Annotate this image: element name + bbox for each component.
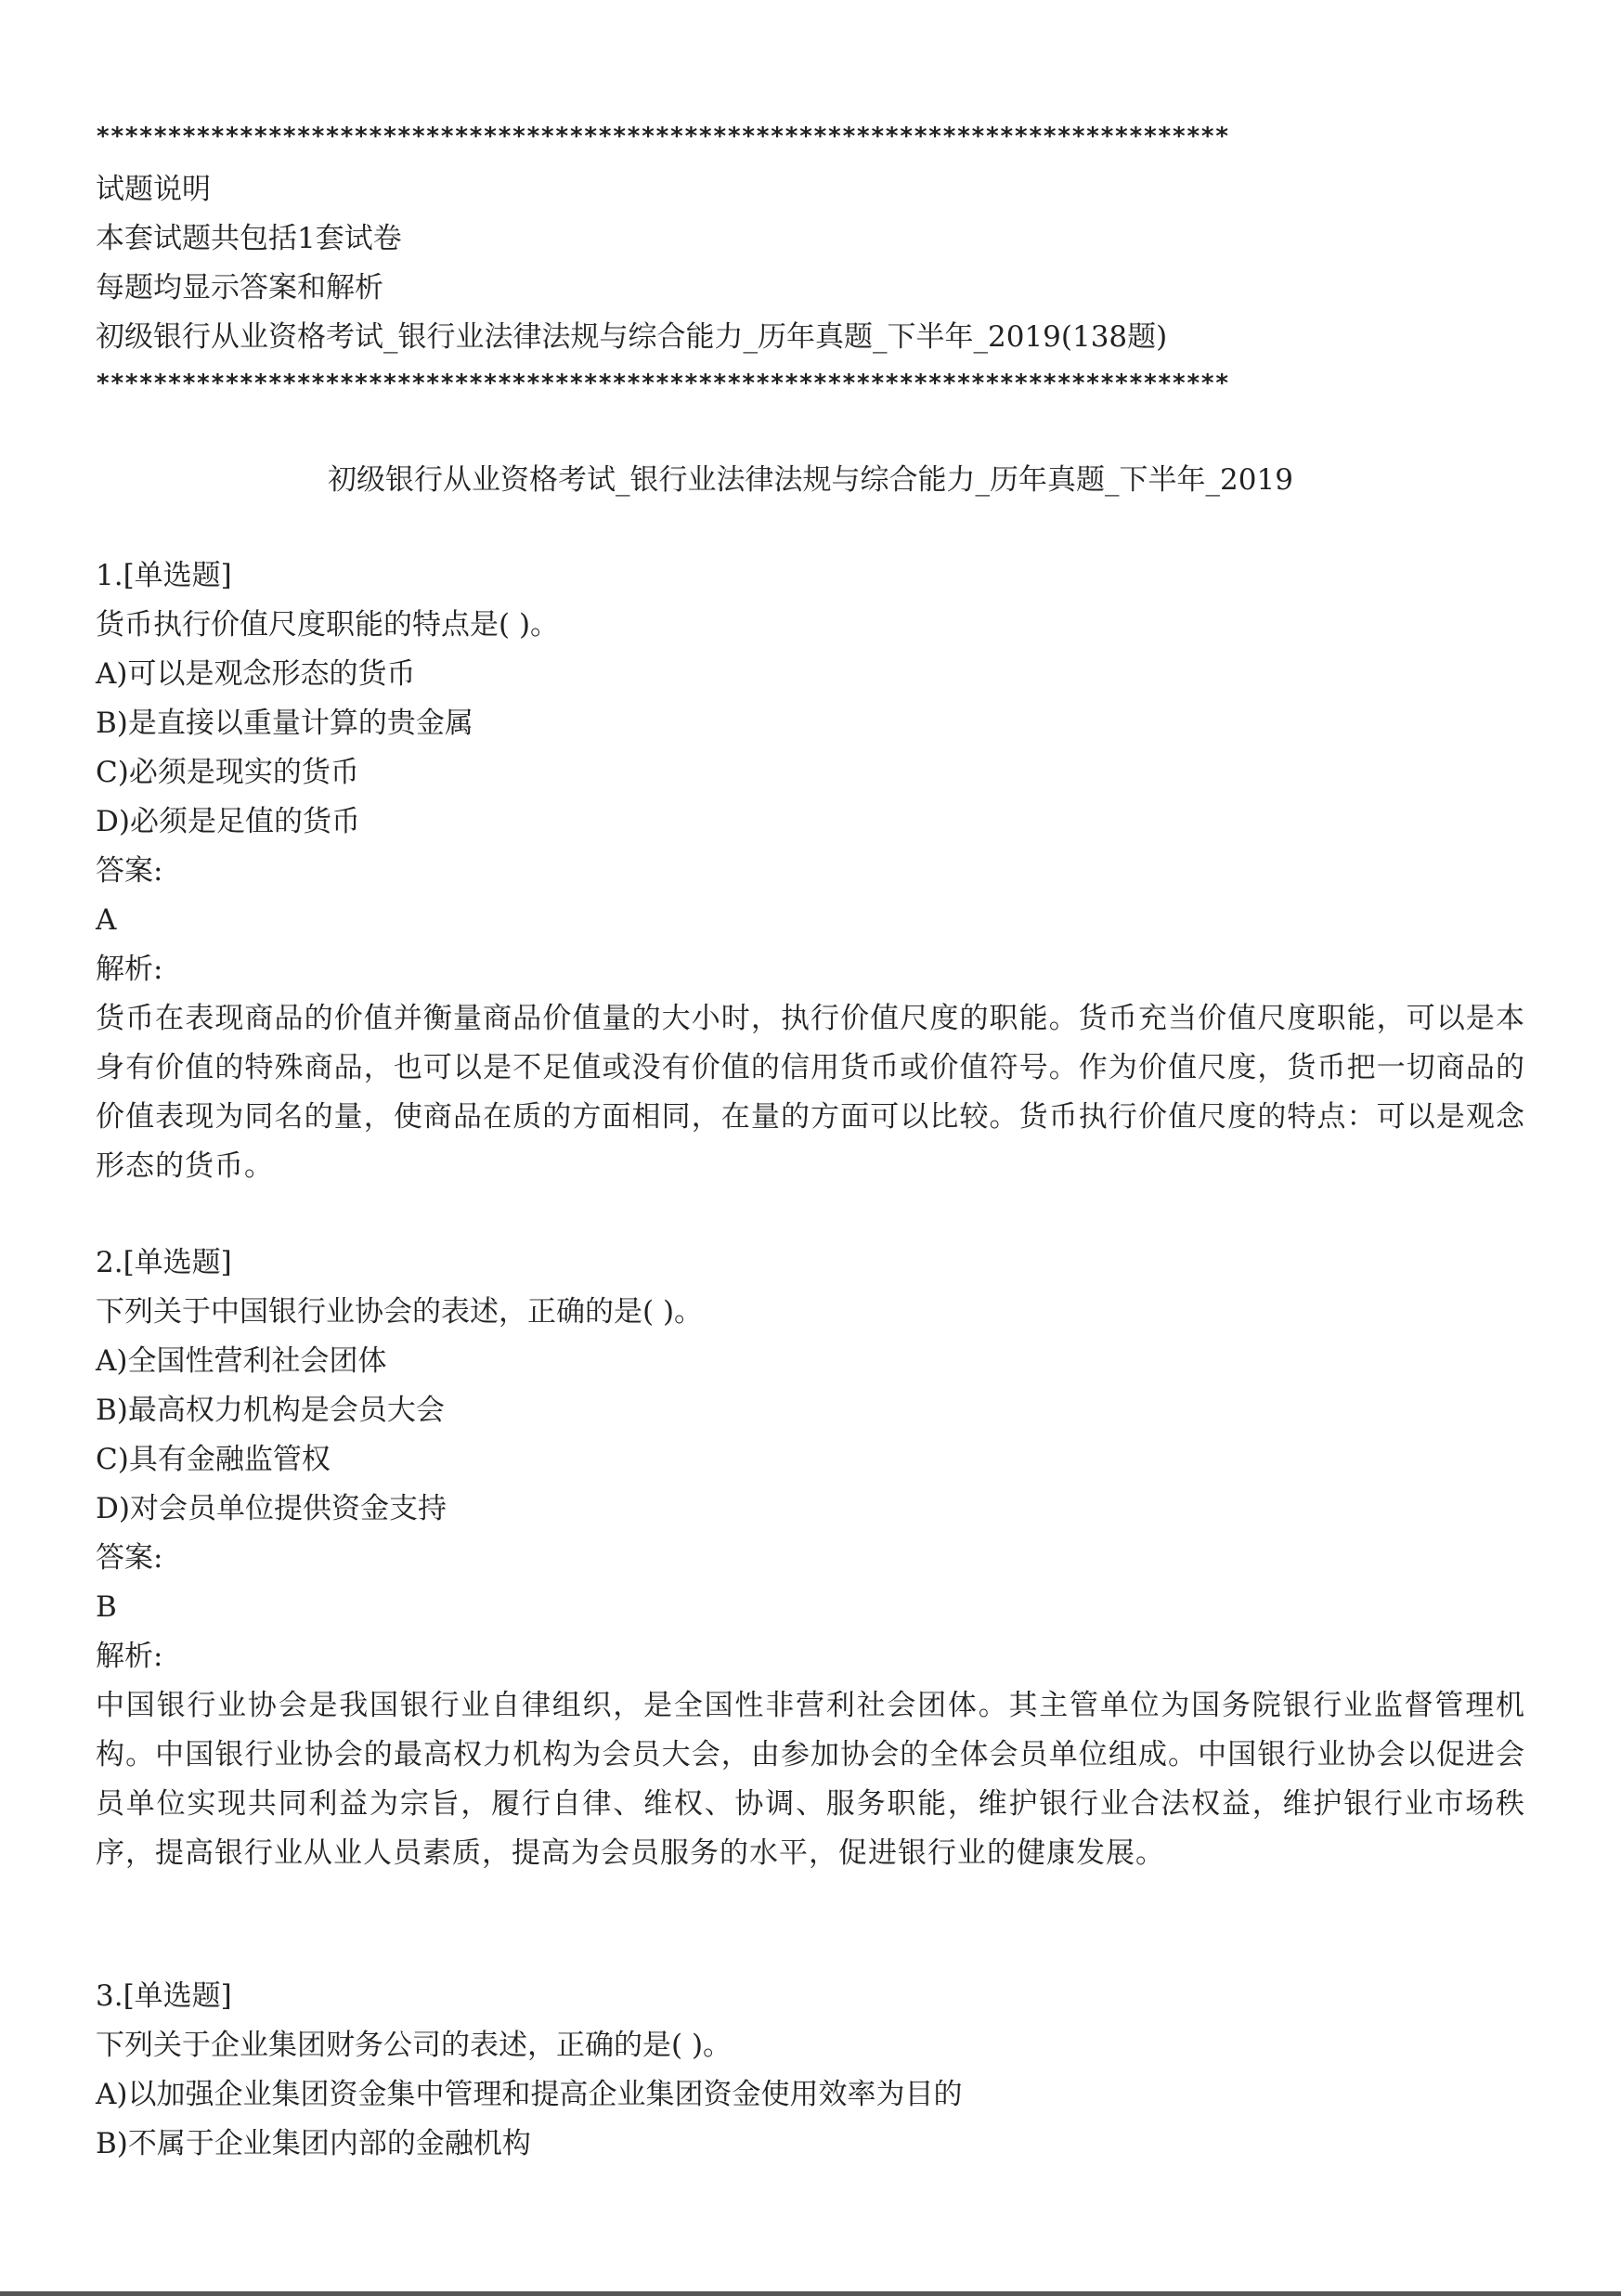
answer-value: B (96, 1590, 117, 1624)
option-d: D)对会员单位提供资金支持 (96, 1492, 447, 1525)
option-a: A)可以是观念形态的货币 (96, 657, 416, 691)
explanation-label: 解析: (96, 1640, 163, 1673)
intro-line: 试题说明 (96, 173, 211, 206)
option-a: A)以加强企业集团资金集中管理和提高企业集团资金使用效率为目的 (96, 2078, 963, 2111)
option-a: A)全国性营利社会团体 (96, 1344, 387, 1378)
option-b: B)最高权力机构是会员大会 (96, 1394, 445, 1427)
option-b: B)不属于企业集团内部的金融机构 (96, 2127, 531, 2160)
option-c: C)必须是现实的货币 (96, 756, 359, 789)
page-bottom-edge (0, 2291, 1621, 2296)
question-type: 2.[单选题] (96, 1246, 232, 1279)
option-b: B)是直接以重量计算的贵金属 (96, 707, 473, 740)
intro-line: 初级银行从业资格考试_银行业法律法规与综合能力_历年真题_下半年_2019(138题) (96, 320, 1168, 354)
question-3 (96, 1972, 1525, 2169)
question-type: 1.[单选题] (96, 559, 232, 592)
question-stem: 下列关于中国银行业协会的表述，正确的是( )。 (96, 1295, 704, 1329)
explanation-text: 货币在表现商品的价值并衡量商品价值量的大小时，执行价值尺度的职能。货币充当价值尺度职能，可以是本身有价值的特殊商品，也可以是不足值或没有价值的信用货币或价值符号。作为价值尺度，货币把一切商品的价值表现为同名的量，使商品在质的方面相同，在量的方面可以比较。货币执行价值尺度的特点：可以是观念形态的货币。 (96, 1002, 1525, 1183)
document-title: 初级银行从业资格考试_银行业法律法规与综合能力_历年真题_下半年_2019 (328, 463, 1293, 497)
explanation-text: 中国银行业协会是我国银行业自律组织，是全国性非营利社会团体。其主管单位为国务院银行业监督管理机构。中国银行业协会的最高权力机构为会员大会，由参加协会的全体会员单位组成。中国银行业协会以促进会员单位实现共同利益为宗旨，履行自律、维权、协调、服务职能，维护银行业合法权益，维护银行业市场秩序，提高银行业从业人员素质，提高为会员服务的水平，促进银行业的健康发展。 (96, 1689, 1525, 1870)
question-type: 3.[单选题] (96, 1979, 232, 2013)
answer-label: 答案: (96, 1541, 163, 1575)
intro-block (96, 165, 1167, 362)
answer-label: 答案: (96, 854, 163, 888)
answer-value: A (96, 903, 117, 937)
star-divider-bottom: ******************************************************************************* (96, 370, 1229, 397)
explanation-label: 解析: (96, 953, 163, 986)
intro-line: 每题均显示答案和解析 (96, 271, 383, 305)
question-stem: 下列关于企业集团财务公司的表述，正确的是( )。 (96, 2029, 733, 2062)
option-c: C)具有金融监管权 (96, 1443, 331, 1476)
intro-line: 本套试题共包括1套试卷 (96, 222, 402, 255)
question-1 (96, 551, 1525, 1191)
question-2 (96, 1239, 1525, 1878)
option-d: D)必须是足值的货币 (96, 805, 360, 838)
star-divider-top: ******************************************************************************* (96, 123, 1229, 150)
question-stem: 货币执行价值尺度职能的特点是( )。 (96, 608, 560, 642)
